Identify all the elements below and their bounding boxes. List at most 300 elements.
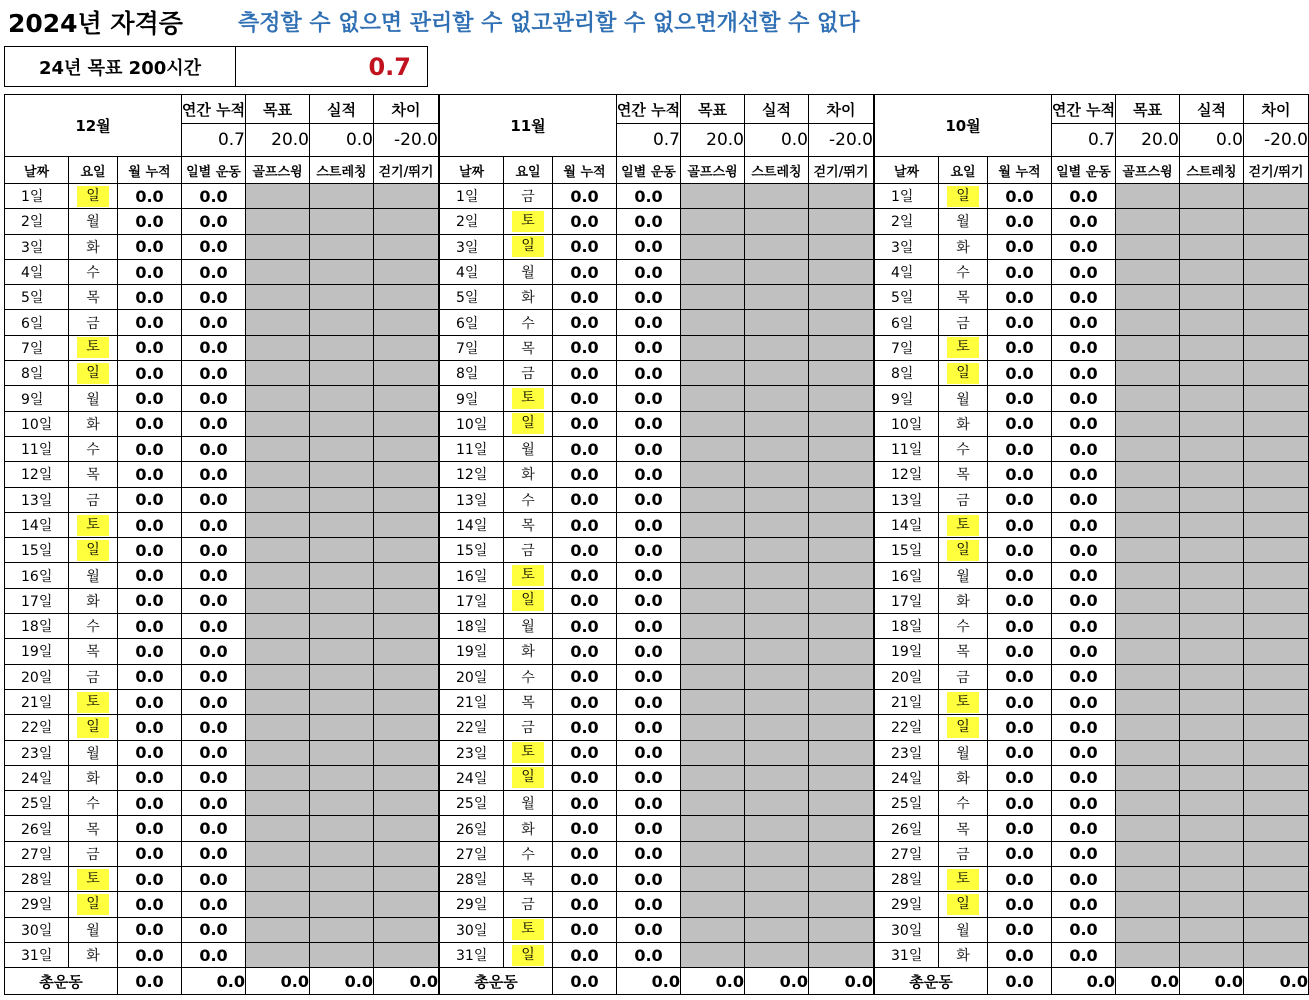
stretch-input-cell[interactable] <box>1180 614 1244 639</box>
golf-input-cell[interactable] <box>681 816 745 841</box>
golf-input-cell[interactable] <box>1116 488 1180 513</box>
golf-input-cell[interactable] <box>1116 589 1180 614</box>
walk-input-cell[interactable] <box>809 412 874 437</box>
golf-input-cell[interactable] <box>246 386 310 411</box>
weekday-label: 월 <box>86 745 100 762</box>
stretch-input-cell[interactable] <box>1180 892 1244 917</box>
stretch-input-cell[interactable] <box>310 538 374 563</box>
walk-input-cell[interactable] <box>809 715 874 740</box>
golf-input-cell[interactable] <box>1116 563 1180 588</box>
stretch-input-cell[interactable] <box>310 842 374 867</box>
walk-input-cell[interactable] <box>809 766 874 791</box>
walk-input-cell[interactable] <box>374 766 439 791</box>
golf-input-cell[interactable] <box>681 386 745 411</box>
stretch-input-cell[interactable] <box>745 513 809 538</box>
golf-input-cell[interactable] <box>1116 437 1180 462</box>
golf-input-cell[interactable] <box>681 741 745 766</box>
golf-input-cell[interactable] <box>246 209 310 234</box>
golf-input-cell[interactable] <box>246 513 310 538</box>
stretch-input-cell[interactable] <box>310 766 374 791</box>
stretch-input-cell[interactable] <box>1180 943 1244 968</box>
golf-input-cell[interactable] <box>681 336 745 361</box>
walk-input-cell[interactable] <box>1244 614 1309 639</box>
stretch-input-cell[interactable] <box>745 462 809 487</box>
golf-input-cell[interactable] <box>1116 791 1180 816</box>
walk-input-cell[interactable] <box>809 892 874 917</box>
walk-input-cell[interactable] <box>374 437 439 462</box>
golf-input-cell[interactable] <box>681 437 745 462</box>
stretch-input-cell[interactable] <box>310 892 374 917</box>
golf-input-cell[interactable] <box>1116 336 1180 361</box>
stretch-input-cell[interactable] <box>745 918 809 943</box>
golf-input-cell[interactable] <box>246 563 310 588</box>
stretch-input-cell[interactable] <box>310 665 374 690</box>
stretch-input-cell[interactable] <box>745 437 809 462</box>
stretch-input-cell[interactable] <box>1180 639 1244 664</box>
target-value[interactable]: 20.0 <box>246 124 310 157</box>
walk-input-cell[interactable] <box>374 943 439 968</box>
stretch-input-cell[interactable] <box>745 639 809 664</box>
golf-input-cell[interactable] <box>1116 715 1180 740</box>
daily-cell: 0.0 <box>617 766 681 791</box>
golf-input-cell[interactable] <box>681 766 745 791</box>
walk-input-cell[interactable] <box>809 386 874 411</box>
golf-input-cell[interactable] <box>246 260 310 285</box>
stretch-input-cell[interactable] <box>1180 538 1244 563</box>
golf-input-cell[interactable] <box>246 285 310 310</box>
golf-input-cell[interactable] <box>681 563 745 588</box>
stretch-input-cell[interactable] <box>1180 842 1244 867</box>
walk-input-cell[interactable] <box>374 741 439 766</box>
stretch-input-cell[interactable] <box>310 741 374 766</box>
walk-input-cell[interactable] <box>1244 260 1309 285</box>
golf-input-cell[interactable] <box>681 235 745 260</box>
stretch-input-cell[interactable] <box>310 412 374 437</box>
walk-input-cell[interactable] <box>374 614 439 639</box>
walk-input-cell[interactable] <box>374 665 439 690</box>
stretch-input-cell[interactable] <box>745 816 809 841</box>
stretch-input-cell[interactable] <box>1180 665 1244 690</box>
golf-input-cell[interactable] <box>681 943 745 968</box>
walk-input-cell[interactable] <box>374 690 439 715</box>
stretch-input-cell[interactable] <box>310 563 374 588</box>
golf-input-cell[interactable] <box>681 310 745 335</box>
walk-input-cell[interactable] <box>374 563 439 588</box>
walk-input-cell[interactable] <box>809 918 874 943</box>
stretch-input-cell[interactable] <box>310 639 374 664</box>
stretch-input-cell[interactable] <box>1180 513 1244 538</box>
golf-input-cell[interactable] <box>681 690 745 715</box>
walk-input-cell[interactable] <box>374 513 439 538</box>
target-value[interactable]: 20.0 <box>681 124 745 157</box>
walk-input-cell[interactable] <box>809 690 874 715</box>
weekday-label: 화 <box>956 770 970 787</box>
stretch-input-cell[interactable] <box>745 766 809 791</box>
golf-input-cell[interactable] <box>1116 665 1180 690</box>
stretch-input-cell[interactable] <box>745 361 809 386</box>
stretch-input-cell[interactable] <box>310 386 374 411</box>
actual-value[interactable]: 0.0 <box>310 124 374 157</box>
golf-input-cell[interactable] <box>1116 892 1180 917</box>
golf-input-cell[interactable] <box>1116 943 1180 968</box>
annual-cum-value[interactable]: 0.7 <box>617 124 681 157</box>
annual-cum-value[interactable]: 0.7 <box>1052 124 1116 157</box>
walk-input-cell[interactable] <box>374 235 439 260</box>
walk-input-cell[interactable] <box>1244 361 1309 386</box>
golf-input-cell[interactable] <box>681 918 745 943</box>
stretch-input-cell[interactable] <box>745 614 809 639</box>
stretch-input-cell[interactable] <box>745 791 809 816</box>
weekday-cell <box>504 184 553 209</box>
walk-input-cell[interactable] <box>809 842 874 867</box>
walk-input-cell[interactable] <box>809 437 874 462</box>
walk-input-cell[interactable] <box>1244 184 1309 209</box>
stretch-input-cell[interactable] <box>1180 589 1244 614</box>
walk-input-cell[interactable] <box>374 538 439 563</box>
golf-input-cell[interactable] <box>681 639 745 664</box>
golf-input-cell[interactable] <box>246 538 310 563</box>
walk-input-cell[interactable] <box>809 488 874 513</box>
target-value[interactable]: 20.0 <box>1116 124 1180 157</box>
walk-input-cell[interactable] <box>374 209 439 234</box>
walk-input-cell[interactable] <box>1244 209 1309 234</box>
walk-input-cell[interactable] <box>1244 235 1309 260</box>
golf-input-cell[interactable] <box>1116 184 1180 209</box>
walk-input-cell[interactable] <box>374 285 439 310</box>
walk-input-cell[interactable] <box>809 285 874 310</box>
golf-input-cell[interactable] <box>246 589 310 614</box>
stretch-input-cell[interactable] <box>310 690 374 715</box>
golf-input-cell[interactable] <box>246 462 310 487</box>
golf-input-cell[interactable] <box>681 715 745 740</box>
walk-input-cell[interactable] <box>809 513 874 538</box>
walk-input-cell[interactable] <box>374 715 439 740</box>
walk-input-cell[interactable] <box>1244 513 1309 538</box>
stretch-input-cell[interactable] <box>1180 336 1244 361</box>
walk-input-cell[interactable] <box>1244 589 1309 614</box>
walk-input-cell[interactable] <box>374 639 439 664</box>
stretch-input-cell[interactable] <box>1180 488 1244 513</box>
golf-input-cell[interactable] <box>681 791 745 816</box>
golf-input-cell[interactable] <box>681 462 745 487</box>
golf-input-cell[interactable] <box>1116 842 1180 867</box>
golf-input-cell[interactable] <box>246 715 310 740</box>
golf-input-cell[interactable] <box>1116 614 1180 639</box>
walk-input-cell[interactable] <box>1244 867 1309 892</box>
golf-input-cell[interactable] <box>246 892 310 917</box>
walk-input-cell[interactable] <box>1244 665 1309 690</box>
stretch-input-cell[interactable] <box>1180 184 1244 209</box>
walk-input-cell[interactable] <box>1244 563 1309 588</box>
stretch-input-cell[interactable] <box>310 867 374 892</box>
golf-input-cell[interactable] <box>681 538 745 563</box>
golf-input-cell[interactable] <box>1116 235 1180 260</box>
golf-input-cell[interactable] <box>246 361 310 386</box>
golf-input-cell[interactable] <box>246 867 310 892</box>
golf-input-cell[interactable] <box>681 260 745 285</box>
actual-value[interactable]: 0.0 <box>745 124 809 157</box>
stretch-input-cell[interactable] <box>310 943 374 968</box>
stretch-input-cell[interactable] <box>1180 260 1244 285</box>
header-diff: 차이 <box>1244 95 1309 124</box>
walk-input-cell[interactable] <box>1244 690 1309 715</box>
stretch-input-cell[interactable] <box>745 563 809 588</box>
stretch-input-cell[interactable] <box>310 437 374 462</box>
golf-input-cell[interactable] <box>1116 766 1180 791</box>
golf-input-cell[interactable] <box>681 488 745 513</box>
golf-input-cell[interactable] <box>1116 260 1180 285</box>
golf-input-cell[interactable] <box>1116 690 1180 715</box>
walk-input-cell[interactable] <box>1244 488 1309 513</box>
walk-input-cell[interactable] <box>1244 918 1309 943</box>
walk-input-cell[interactable] <box>809 867 874 892</box>
walk-input-cell[interactable] <box>374 816 439 841</box>
golf-input-cell[interactable] <box>681 184 745 209</box>
walk-input-cell[interactable] <box>809 943 874 968</box>
stretch-input-cell[interactable] <box>1180 462 1244 487</box>
walk-input-cell[interactable] <box>1244 766 1309 791</box>
walk-input-cell[interactable] <box>809 462 874 487</box>
golf-input-cell[interactable] <box>1116 285 1180 310</box>
walk-input-cell[interactable] <box>374 918 439 943</box>
golf-input-cell[interactable] <box>681 892 745 917</box>
walk-input-cell[interactable] <box>809 791 874 816</box>
stretch-input-cell[interactable] <box>745 867 809 892</box>
walk-input-cell[interactable] <box>1244 538 1309 563</box>
stretch-input-cell[interactable] <box>310 260 374 285</box>
walk-input-cell[interactable] <box>809 816 874 841</box>
stretch-input-cell[interactable] <box>1180 412 1244 437</box>
stretch-input-cell[interactable] <box>745 538 809 563</box>
walk-input-cell[interactable] <box>374 842 439 867</box>
walk-input-cell[interactable] <box>1244 285 1309 310</box>
golf-input-cell[interactable] <box>246 918 310 943</box>
walk-input-cell[interactable] <box>374 791 439 816</box>
walk-input-cell[interactable] <box>1244 412 1309 437</box>
golf-input-cell[interactable] <box>1116 538 1180 563</box>
stretch-input-cell[interactable] <box>310 336 374 361</box>
golf-input-cell[interactable] <box>681 867 745 892</box>
walk-input-cell[interactable] <box>374 386 439 411</box>
diff-value[interactable]: -20.0 <box>1244 124 1309 157</box>
golf-input-cell[interactable] <box>1116 741 1180 766</box>
stretch-input-cell[interactable] <box>310 184 374 209</box>
stretch-input-cell[interactable] <box>745 690 809 715</box>
golf-input-cell[interactable] <box>246 412 310 437</box>
stretch-input-cell[interactable] <box>1180 361 1244 386</box>
golf-input-cell[interactable] <box>1116 209 1180 234</box>
golf-input-cell[interactable] <box>681 209 745 234</box>
walk-input-cell[interactable] <box>1244 462 1309 487</box>
stretch-input-cell[interactable] <box>1180 715 1244 740</box>
stretch-input-cell[interactable] <box>310 513 374 538</box>
walk-input-cell[interactable] <box>1244 386 1309 411</box>
stretch-input-cell[interactable] <box>745 235 809 260</box>
walk-input-cell[interactable] <box>374 361 439 386</box>
golf-input-cell[interactable] <box>246 437 310 462</box>
walk-input-cell[interactable] <box>1244 943 1309 968</box>
walk-input-cell[interactable] <box>374 488 439 513</box>
walk-input-cell[interactable] <box>374 260 439 285</box>
stretch-input-cell[interactable] <box>310 209 374 234</box>
stretch-input-cell[interactable] <box>1180 816 1244 841</box>
walk-input-cell[interactable] <box>809 184 874 209</box>
golf-input-cell[interactable] <box>246 741 310 766</box>
stretch-input-cell[interactable] <box>745 285 809 310</box>
walk-input-cell[interactable] <box>809 665 874 690</box>
golf-input-cell[interactable] <box>1116 918 1180 943</box>
walk-input-cell[interactable] <box>809 639 874 664</box>
stretch-input-cell[interactable] <box>745 842 809 867</box>
stretch-input-cell[interactable] <box>745 310 809 335</box>
golf-input-cell[interactable] <box>1116 462 1180 487</box>
stretch-input-cell[interactable] <box>310 488 374 513</box>
golf-input-cell[interactable] <box>246 943 310 968</box>
stretch-input-cell[interactable] <box>310 361 374 386</box>
golf-input-cell[interactable] <box>246 184 310 209</box>
golf-input-cell[interactable] <box>681 285 745 310</box>
stretch-input-cell[interactable] <box>745 412 809 437</box>
golf-input-cell[interactable] <box>1116 386 1180 411</box>
stretch-input-cell[interactable] <box>745 386 809 411</box>
golf-input-cell[interactable] <box>1116 412 1180 437</box>
stretch-input-cell[interactable] <box>745 260 809 285</box>
stretch-input-cell[interactable] <box>1180 235 1244 260</box>
walk-input-cell[interactable] <box>374 462 439 487</box>
stretch-input-cell[interactable] <box>1180 918 1244 943</box>
walk-input-cell[interactable] <box>374 867 439 892</box>
stretch-input-cell[interactable] <box>1180 563 1244 588</box>
stretch-input-cell[interactable] <box>310 614 374 639</box>
stretch-input-cell[interactable] <box>1180 285 1244 310</box>
walk-input-cell[interactable] <box>809 336 874 361</box>
stretch-input-cell[interactable] <box>1180 690 1244 715</box>
golf-input-cell[interactable] <box>246 639 310 664</box>
golf-input-cell[interactable] <box>681 614 745 639</box>
golf-input-cell[interactable] <box>246 665 310 690</box>
walk-input-cell[interactable] <box>809 614 874 639</box>
stretch-input-cell[interactable] <box>310 715 374 740</box>
walk-input-cell[interactable] <box>1244 715 1309 740</box>
stretch-input-cell[interactable] <box>745 665 809 690</box>
total-value: 0.0 <box>1180 968 1244 995</box>
stretch-input-cell[interactable] <box>310 310 374 335</box>
golf-input-cell[interactable] <box>1116 816 1180 841</box>
walk-input-cell[interactable] <box>1244 639 1309 664</box>
daily-cell: 0.0 <box>1052 791 1116 816</box>
stretch-input-cell[interactable] <box>1180 386 1244 411</box>
walk-input-cell[interactable] <box>374 892 439 917</box>
goal-value[interactable]: 0.7 <box>368 52 411 81</box>
stretch-input-cell[interactable] <box>310 235 374 260</box>
walk-input-cell[interactable] <box>1244 892 1309 917</box>
golf-input-cell[interactable] <box>1116 361 1180 386</box>
walk-input-cell[interactable] <box>809 741 874 766</box>
walk-input-cell[interactable] <box>809 235 874 260</box>
golf-input-cell[interactable] <box>246 310 310 335</box>
stretch-input-cell[interactable] <box>1180 766 1244 791</box>
stretch-input-cell[interactable] <box>745 741 809 766</box>
stretch-input-cell[interactable] <box>310 589 374 614</box>
golf-input-cell[interactable] <box>246 766 310 791</box>
stretch-input-cell[interactable] <box>1180 867 1244 892</box>
golf-input-cell[interactable] <box>681 412 745 437</box>
walk-input-cell[interactable] <box>374 184 439 209</box>
golf-input-cell[interactable] <box>246 336 310 361</box>
golf-input-cell[interactable] <box>246 816 310 841</box>
stretch-input-cell[interactable] <box>310 791 374 816</box>
golf-input-cell[interactable] <box>681 665 745 690</box>
golf-input-cell[interactable] <box>681 361 745 386</box>
stretch-input-cell[interactable] <box>1180 310 1244 335</box>
stretch-input-cell[interactable] <box>745 209 809 234</box>
golf-input-cell[interactable] <box>1116 867 1180 892</box>
diff-value[interactable]: -20.0 <box>374 124 439 157</box>
stretch-input-cell[interactable] <box>310 918 374 943</box>
golf-input-cell[interactable] <box>246 791 310 816</box>
golf-input-cell[interactable] <box>1116 513 1180 538</box>
stretch-input-cell[interactable] <box>310 816 374 841</box>
stretch-input-cell[interactable] <box>1180 209 1244 234</box>
walk-input-cell[interactable] <box>809 361 874 386</box>
stretch-input-cell[interactable] <box>1180 741 1244 766</box>
walk-input-cell[interactable] <box>1244 791 1309 816</box>
walk-input-cell[interactable] <box>1244 336 1309 361</box>
golf-input-cell[interactable] <box>681 842 745 867</box>
stretch-input-cell[interactable] <box>745 184 809 209</box>
golf-input-cell[interactable] <box>246 235 310 260</box>
walk-input-cell[interactable] <box>374 336 439 361</box>
walk-input-cell[interactable] <box>1244 437 1309 462</box>
walk-input-cell[interactable] <box>374 310 439 335</box>
walk-input-cell[interactable] <box>809 563 874 588</box>
stretch-input-cell[interactable] <box>745 715 809 740</box>
column-header-weekday: 요일 <box>69 157 118 184</box>
walk-input-cell[interactable] <box>1244 842 1309 867</box>
walk-input-cell[interactable] <box>809 260 874 285</box>
golf-input-cell[interactable] <box>246 614 310 639</box>
golf-input-cell[interactable] <box>246 488 310 513</box>
walk-input-cell[interactable] <box>1244 741 1309 766</box>
diff-value[interactable]: -20.0 <box>809 124 874 157</box>
golf-input-cell[interactable] <box>1116 310 1180 335</box>
walk-input-cell[interactable] <box>809 589 874 614</box>
stretch-input-cell[interactable] <box>745 892 809 917</box>
golf-input-cell[interactable] <box>246 690 310 715</box>
actual-value[interactable]: 0.0 <box>1180 124 1244 157</box>
walk-input-cell[interactable] <box>1244 816 1309 841</box>
walk-input-cell[interactable] <box>1244 310 1309 335</box>
annual-cum-value[interactable]: 0.7 <box>182 124 246 157</box>
golf-input-cell[interactable] <box>246 842 310 867</box>
golf-input-cell[interactable] <box>681 513 745 538</box>
stretch-input-cell[interactable] <box>745 488 809 513</box>
walk-input-cell[interactable] <box>809 310 874 335</box>
golf-input-cell[interactable] <box>681 589 745 614</box>
walk-input-cell[interactable] <box>809 538 874 563</box>
golf-input-cell[interactable] <box>1116 639 1180 664</box>
stretch-input-cell[interactable] <box>745 943 809 968</box>
stretch-input-cell[interactable] <box>745 336 809 361</box>
stretch-input-cell[interactable] <box>310 462 374 487</box>
walk-input-cell[interactable] <box>809 209 874 234</box>
stretch-input-cell[interactable] <box>745 589 809 614</box>
walk-input-cell[interactable] <box>374 412 439 437</box>
stretch-input-cell[interactable] <box>1180 791 1244 816</box>
stretch-input-cell[interactable] <box>310 285 374 310</box>
walk-input-cell[interactable] <box>374 589 439 614</box>
stretch-input-cell[interactable] <box>1180 437 1244 462</box>
